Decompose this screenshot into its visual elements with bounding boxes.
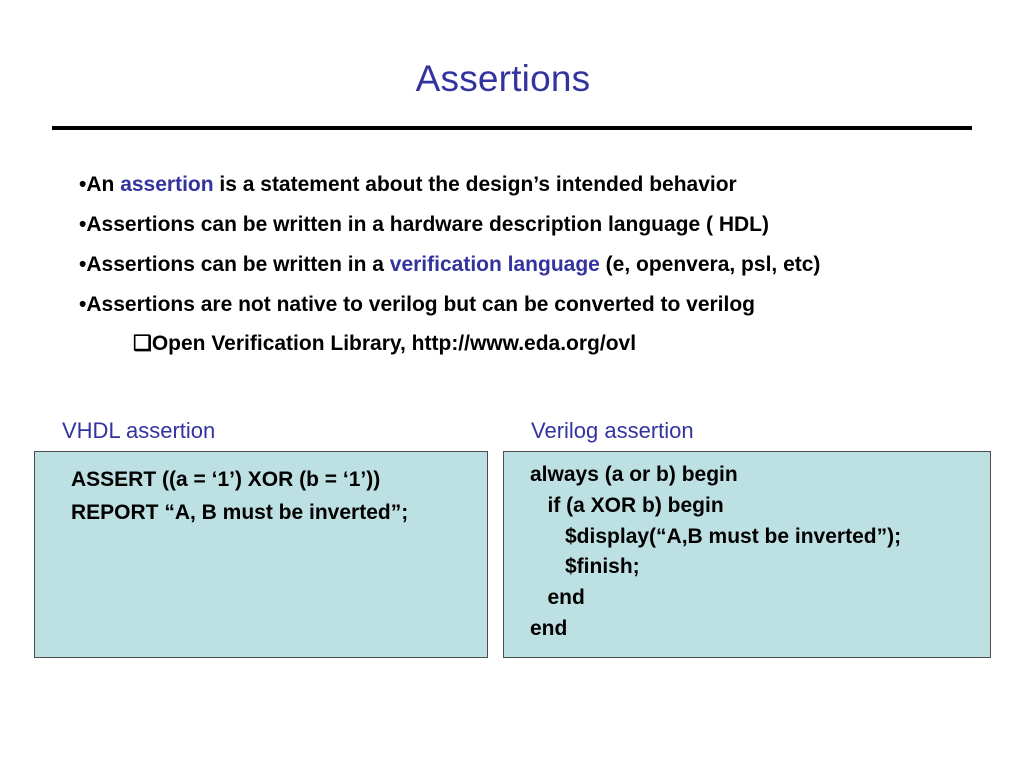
bullet-item <box>79 252 959 277</box>
vhdl-assertion-heading: VHDL assertion <box>62 418 216 443</box>
verilog-code-box <box>503 451 991 658</box>
verilog-code-line: always (a or b) begin <box>530 463 738 486</box>
bullet-marker: • <box>79 173 87 196</box>
vhdl-code-line: ASSERT ((a = ‘1’) XOR (b = ‘1’)) <box>71 468 381 491</box>
bullet-list <box>79 172 959 356</box>
bullet-text: Assertions are not native to verilog but can be converted to verilog <box>86 293 756 316</box>
bullet-marker: • <box>79 293 87 316</box>
verilog-code-line: if (a XOR b) begin <box>530 493 724 517</box>
bullet-marker: • <box>79 253 87 276</box>
vhdl-code-line: REPORT “A, B must be inverted”; <box>71 501 409 524</box>
bullet-highlight: assertion <box>120 173 214 196</box>
verilog-code-line: end <box>530 586 585 610</box>
bullet-text: An <box>86 173 121 196</box>
bullet-text: Assertions can be written in a hardware description language ( HDL) <box>86 213 769 236</box>
verilog-code-line: $finish; <box>530 555 640 579</box>
title-underline <box>52 126 972 130</box>
vhdl-code <box>35 452 487 525</box>
bullet-highlight: verification language <box>389 253 600 276</box>
bullet-text: is a statement about the design’s intended behavior <box>213 173 737 196</box>
sub-bullet-item <box>133 331 959 356</box>
verilog-code-line: end <box>530 616 568 640</box>
verilog-code <box>504 452 990 645</box>
bullet-item <box>79 172 959 197</box>
bullet-marker: • <box>79 213 87 236</box>
bullet-item <box>79 292 959 317</box>
verilog-code-line: $display(“A,B must be inverted”); <box>530 524 902 548</box>
verilog-assertion-heading: Verilog assertion <box>531 418 694 443</box>
checkbox-bullet-icon: ❑ <box>133 332 152 355</box>
bullet-item <box>79 212 959 237</box>
bullet-text: (e, openvera, psl, etc) <box>599 253 821 276</box>
bullet-text: Assertions can be written in a <box>86 253 390 276</box>
vhdl-code-box <box>34 451 488 658</box>
sub-bullet-text: Open Verification Library, http://www.eda.org/ovl <box>151 332 637 355</box>
slide-title: Assertions <box>415 58 591 99</box>
